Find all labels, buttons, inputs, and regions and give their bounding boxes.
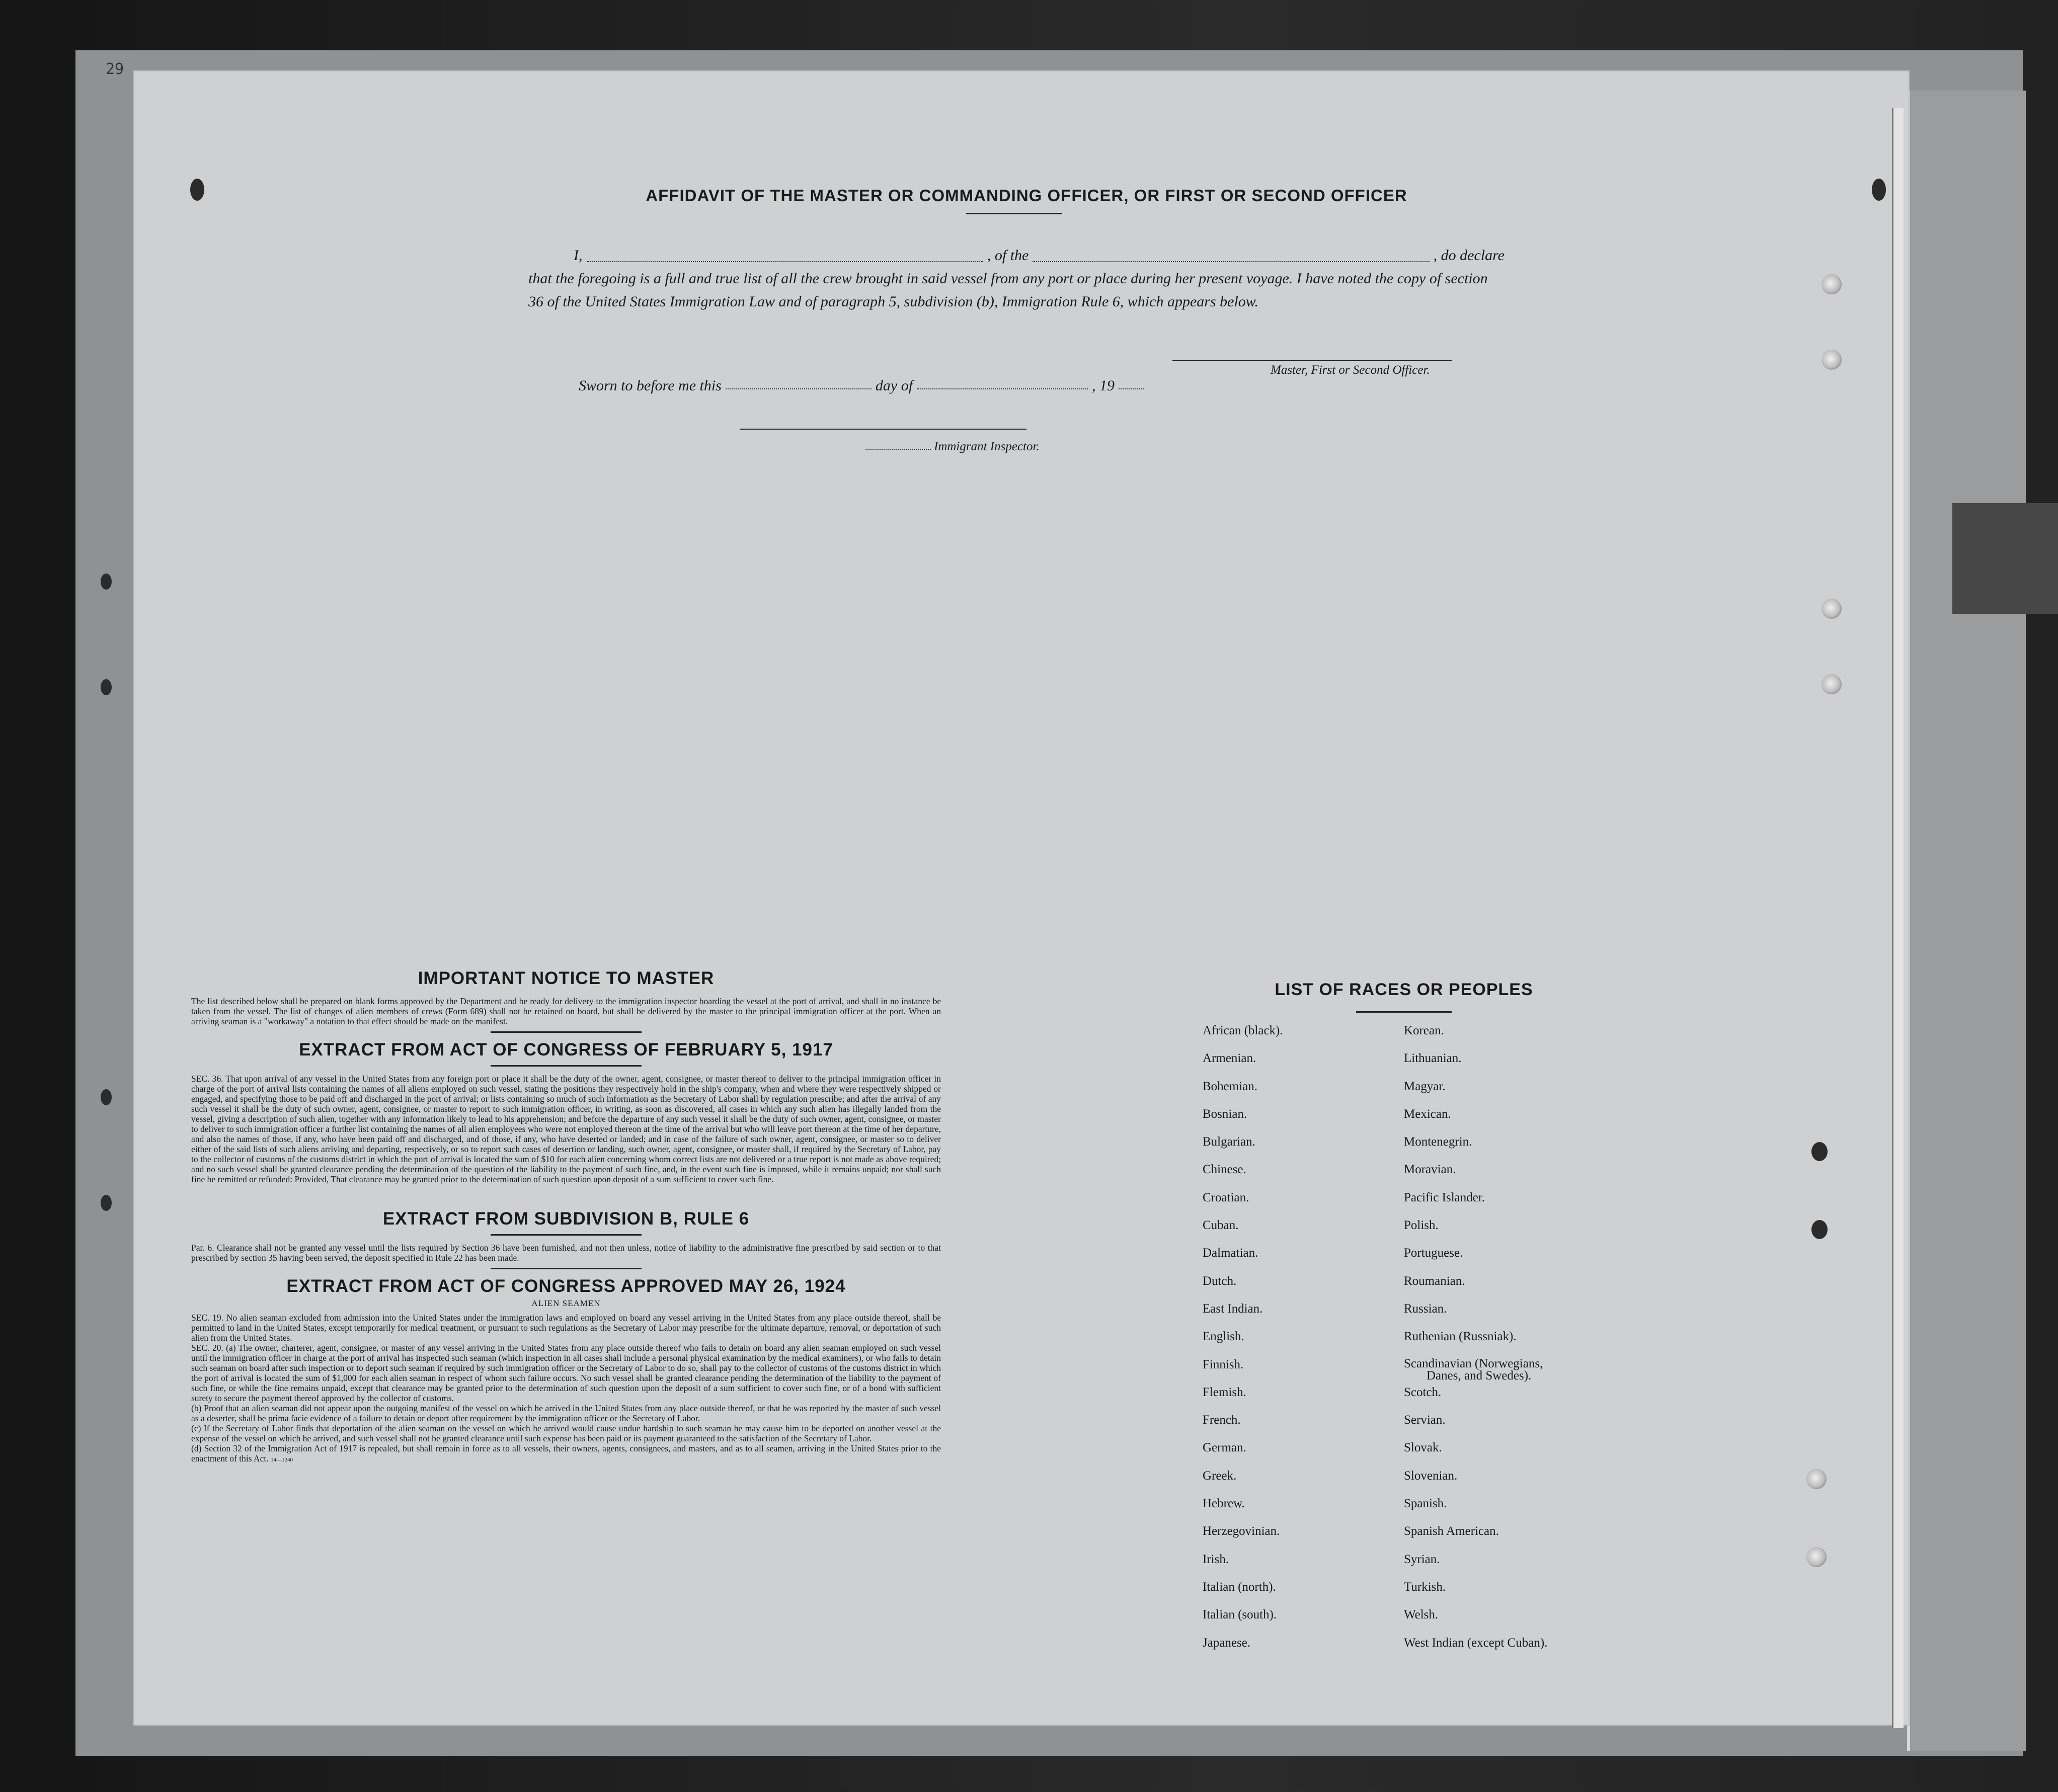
race-item: Dutch. <box>1203 1274 1237 1288</box>
form-page <box>133 70 1910 1726</box>
rule6-title: EXTRACT FROM SUBDIVISION B, RULE 6 <box>382 1209 750 1229</box>
race-item: Italian (north). <box>1203 1580 1276 1594</box>
race-item-line: Scandinavian (Norwegians, <box>1404 1356 1543 1370</box>
punch-hole-icon <box>1811 1142 1828 1161</box>
punch-hole-icon <box>1806 1547 1827 1567</box>
race-item: Welsh. <box>1404 1608 1439 1622</box>
year-blank[interactable] <box>1119 388 1144 389</box>
punch-hole-icon <box>1811 1220 1828 1239</box>
race-item: Montenegrin. <box>1404 1135 1472 1149</box>
race-item: Japanese. <box>1203 1636 1251 1650</box>
affidavit-i: I, <box>574 247 583 264</box>
race-item: Bohemian. <box>1203 1079 1258 1093</box>
affidavit-of-the: , of the <box>987 247 1029 264</box>
race-item: Syrian. <box>1404 1552 1440 1566</box>
vessel-blank[interactable] <box>1033 261 1429 262</box>
punch-hole-icon <box>101 574 112 590</box>
inspector-caption <box>865 440 1040 454</box>
rule6-bottom-rule <box>491 1268 642 1269</box>
race-item: Herzegovinian. <box>1203 1524 1280 1538</box>
alien-seamen-subtitle: ALIEN SEAMEN <box>531 1298 601 1308</box>
notice-column <box>191 968 941 1465</box>
race-item: English. <box>1203 1330 1244 1344</box>
punch-hole-icon <box>1822 674 1842 694</box>
title-rule <box>966 213 1062 214</box>
race-item: Irish. <box>1203 1552 1229 1566</box>
extract-1924-sec20d <box>191 1443 941 1465</box>
punch-hole-icon <box>101 1089 112 1105</box>
punch-hole-icon <box>1806 1469 1827 1489</box>
race-item: Dalmatian. <box>1203 1246 1258 1260</box>
extract-1924-sec20a: SEC. 20. (a) The owner, charterer, agent, consignee, or master of any vessel arriving in the United States from any place outside thereof who fails to detain on board any alien seaman employed on such vessel until the immigration officer in charge at the port of arrival has inspected such seaman (which inspection in all cases shall include a personal physical examination by the medical examiners), or who fails to detain such seaman on board after such inspection or to deport such seaman if required by such immigration officer or the Secretary of Labor to do so, shall pay to the collector of customs of the customs district in which the port of arrival is located the sum of $1,000 for each alien seaman in respect of whom such failure occurs. No such vessel shall be granted clearance pending the determination of the liability to the payment of such fine, or while the fine remains unpaid, except that clearance may be granted prior to the determination of such question upon the deposit of a sum sufficient to cover such fine, or of a bond with sufficient surety to secure the payment thereof approved by the collector of customs. <box>191 1343 941 1403</box>
inspector-dots <box>865 449 931 450</box>
sworn-line <box>579 377 1148 394</box>
race-item: Bosnian. <box>1203 1107 1247 1121</box>
race-item: Bulgarian. <box>1203 1135 1255 1149</box>
form-number: 14—1240 <box>270 1457 293 1463</box>
day-of-text: day of <box>875 377 913 394</box>
notice-body: The list described below shall be prepared on blank forms approved by the Department and be ready for delivery to the immigration inspector boarding the vessel at the port of arrival, and shall in no instance be taken from the vessel. The list of changes of alien members of crews (Form 689) shall not be retained on board, but shall be delivered by the master to the principal immigration officer at the port. When an arriving seaman is a "workaway" a notation to that effect should be made on the manifest. <box>191 996 941 1026</box>
race-item: East Indian. <box>1203 1301 1263 1316</box>
master-signature-line[interactable] <box>1172 360 1452 361</box>
name-blank[interactable] <box>587 261 983 262</box>
race-item: Spanish. <box>1404 1497 1447 1511</box>
races-title: LIST OF RACES OR PEOPLES <box>1275 980 1533 999</box>
race-item: Russian. <box>1404 1301 1447 1316</box>
notice-rule <box>491 1031 642 1033</box>
race-item: Ruthenian (Russniak). <box>1404 1330 1517 1344</box>
affidavit-body <box>528 244 1505 313</box>
extract-1917-body: SEC. 36. That upon arrival of any vessel in the United States from any foreign port or place it shall be the duty of the owner, agent, consignee, or master thereof to deliver to the principal immigration officer in charge of the port of arrival lists containing the names of all aliens employed on such vessel, stating the positions they respectively hold in the ship's company, when and where they were respectively shipped or engaged, and specifying those to be paid off and discharged in the port of arrival; or lists containing so much of such information as the Secretary of Labor shall by regulation prescribe; and after the arrival of any such vessel it shall be the duty of such owner, agent, consignee, or master to report to such immigration officer, in writing, as soon as discovered, all cases in which any such alien has illegally landed from the vessel, giving a description of such alien, together with any information likely to lead to his apprehension; and before the departure of any such vessel it shall be the duty of such owner, agent, consignee, or master to deliver to such immigration officer a further list containing the names of all alien employees who were not employed thereon at the time of the arrival but who will leave port thereon at the time of her departure, and also the names of those, if any, who have been paid off and discharged, and of those, if any, who have deserted or landed; and in case of the failure of such owner, agent, consignee, or master so to deliver either of the said lists of such aliens arriving and departing, respectively, or so to report such cases of desertion or landing, such owner, agent, consignee, or master shall, if required by the Secretary of Labor, pay to the collector of customs of the customs district in which the port of arrival is located the sum of $10 for each alien concerning whom correct lists are not delivered or a true report is not made as above required; and no such vessel shall be granted clearance pending the determination of the question of the liability to the payment of such fine, and, in the event such fine is imposed, while it remains unpaid; nor shall such fine be remitted or refunded: Provided, That clearance may be granted prior to the determination of such question upon deposit of a sum sufficient to cover such fine. <box>191 1074 941 1184</box>
year-text: , 19 <box>1092 377 1115 394</box>
race-item: Mexican. <box>1404 1107 1451 1121</box>
extract-1924-sec19: SEC. 19. No alien seaman excluded from admission into the United States under the immigration laws and employed on board any vessel arriving in the United States from any place outside thereof, shall be permitted to land in the United States, except temporarily for medical treatment, or pursuant to such regulations as the Secretary of Labor may prescribe for the ultimate departure, removal, or deportation of such alien from the United States. <box>191 1313 941 1343</box>
extract-1924-title: EXTRACT FROM ACT OF CONGRESS APPROVED MAY 26, 1924 <box>286 1276 846 1296</box>
races-rule <box>1356 1011 1452 1013</box>
race-item: French. <box>1203 1413 1241 1427</box>
punch-hole-icon <box>190 179 204 201</box>
race-item: Spanish American. <box>1404 1524 1499 1538</box>
day-blank[interactable] <box>726 388 872 389</box>
punch-hole-icon <box>101 1195 112 1211</box>
race-item: Croatian. <box>1203 1190 1249 1204</box>
inspector-caption-text: Immigrant Inspector. <box>934 440 1040 453</box>
sworn-text: Sworn to before me this <box>579 377 722 394</box>
races-right-column <box>1404 1024 1547 1664</box>
master-caption: Master, First or Second Officer. <box>1271 363 1430 377</box>
race-item: Servian. <box>1404 1413 1446 1427</box>
race-item: Cuban. <box>1203 1218 1239 1233</box>
race-item: Polish. <box>1404 1218 1439 1233</box>
extract-1924-sec20b: (b) Proof that an alien seaman did not appear upon the outgoing manifest of the vessel on which he arrived in the United States from any place outside thereof, or that he was reported by the master of such vessel as a deserter, shall be prima facie evidence of a failure to detain or deport after requirement by the immigration officer or the Secretary of Labor. <box>191 1403 941 1423</box>
affidavit-title: AFFIDAVIT OF THE MASTER OR COMMANDING OFFICER, OR FIRST OR SECOND OFFICER <box>646 186 1407 205</box>
race-item: West Indian (except Cuban). <box>1404 1636 1548 1650</box>
race-item: Greek. <box>1203 1469 1237 1483</box>
page-edge-strip <box>1907 91 2026 1751</box>
race-item: Moravian. <box>1404 1163 1456 1177</box>
race-item: Turkish. <box>1404 1580 1446 1594</box>
notice-title: IMPORTANT NOTICE TO MASTER <box>418 968 715 988</box>
extract-1917-title: EXTRACT FROM ACT OF CONGRESS OF FEBRUARY 5, 1917 <box>299 1040 833 1060</box>
race-item: Scotch. <box>1404 1385 1442 1399</box>
page-edge <box>1892 108 1904 1728</box>
inspector-signature-line[interactable] <box>740 429 1026 430</box>
extract-1924-sec20c: (c) If the Secretary of Labor finds that deportation of the alien seaman on the vessel on which he arrived would cause undue hardship to such seaman he may cause him to be deported on another vessel at the expense of the vessel on which he arrived, and such vessel shall not be granted clearance until such expense has been paid or its payment guaranteed to the satisfaction of the Secretary of Labor. <box>191 1423 941 1443</box>
race-item: Roumanian. <box>1404 1274 1465 1288</box>
race-item: Hebrew. <box>1203 1497 1245 1511</box>
race-item: Magyar. <box>1404 1079 1446 1093</box>
extract-1924-sec20d-text: (d) Section 32 of the Immigration Act of 1917 is repealed, but shall remain in force as to all vessels, their owners, agents, consignees, and masters, and as to all seamen, arriving in the United States prior to the enactment of this Act. <box>191 1443 941 1463</box>
punch-hole-icon <box>1822 350 1842 370</box>
race-item: Italian (south). <box>1203 1608 1277 1622</box>
month-blank[interactable] <box>917 388 1088 389</box>
races-left-column <box>1203 1024 1283 1664</box>
punch-hole-icon <box>101 679 112 695</box>
punch-hole-icon <box>1822 274 1842 294</box>
race-item: Chinese. <box>1203 1163 1246 1177</box>
punch-hole-icon <box>1822 599 1842 619</box>
race-item-multiline <box>1404 1358 1547 1386</box>
race-item: Korean. <box>1404 1024 1444 1037</box>
rule6-rule <box>491 1234 642 1236</box>
race-item: Slovak. <box>1404 1441 1442 1455</box>
punch-hole-icon <box>1872 179 1886 201</box>
affidavit-statement: that the foregoing is a full and true list of all the crew brought in said vessel from any port or place during her present voyage. I have noted the copy of section 36 of the United States Immigration Law and of paragraph 5, subdivision (b), Immigration Rule 6, which appears below. <box>528 270 1488 310</box>
race-item: African (black). <box>1203 1024 1283 1037</box>
race-item: Flemish. <box>1203 1385 1246 1399</box>
race-item: German. <box>1203 1441 1246 1455</box>
race-item: Slovenian. <box>1404 1469 1458 1483</box>
race-item: Finnish. <box>1203 1357 1244 1371</box>
race-item: Pacific Islander. <box>1404 1190 1485 1204</box>
affidavit-declare: , do declare <box>1433 247 1505 264</box>
race-item: Armenian. <box>1203 1051 1256 1066</box>
race-item: Lithuanian. <box>1404 1051 1462 1066</box>
rule6-body: Par. 6. Clearance shall not be granted any vessel until the lists required by Section 36 have been furnished, and not then unless, notice of liability to the administrative fine prescribed by said section or to that prescribed by section 35 having been served, the deposit specified in Rule 22 has been made. <box>191 1243 941 1263</box>
race-item-line: Danes, and Swedes). <box>1427 1368 1532 1382</box>
race-item: Portuguese. <box>1404 1246 1463 1260</box>
dark-scrap <box>1952 503 2058 614</box>
extract-1917-rule <box>491 1065 642 1067</box>
corner-note: 29 <box>106 60 124 78</box>
